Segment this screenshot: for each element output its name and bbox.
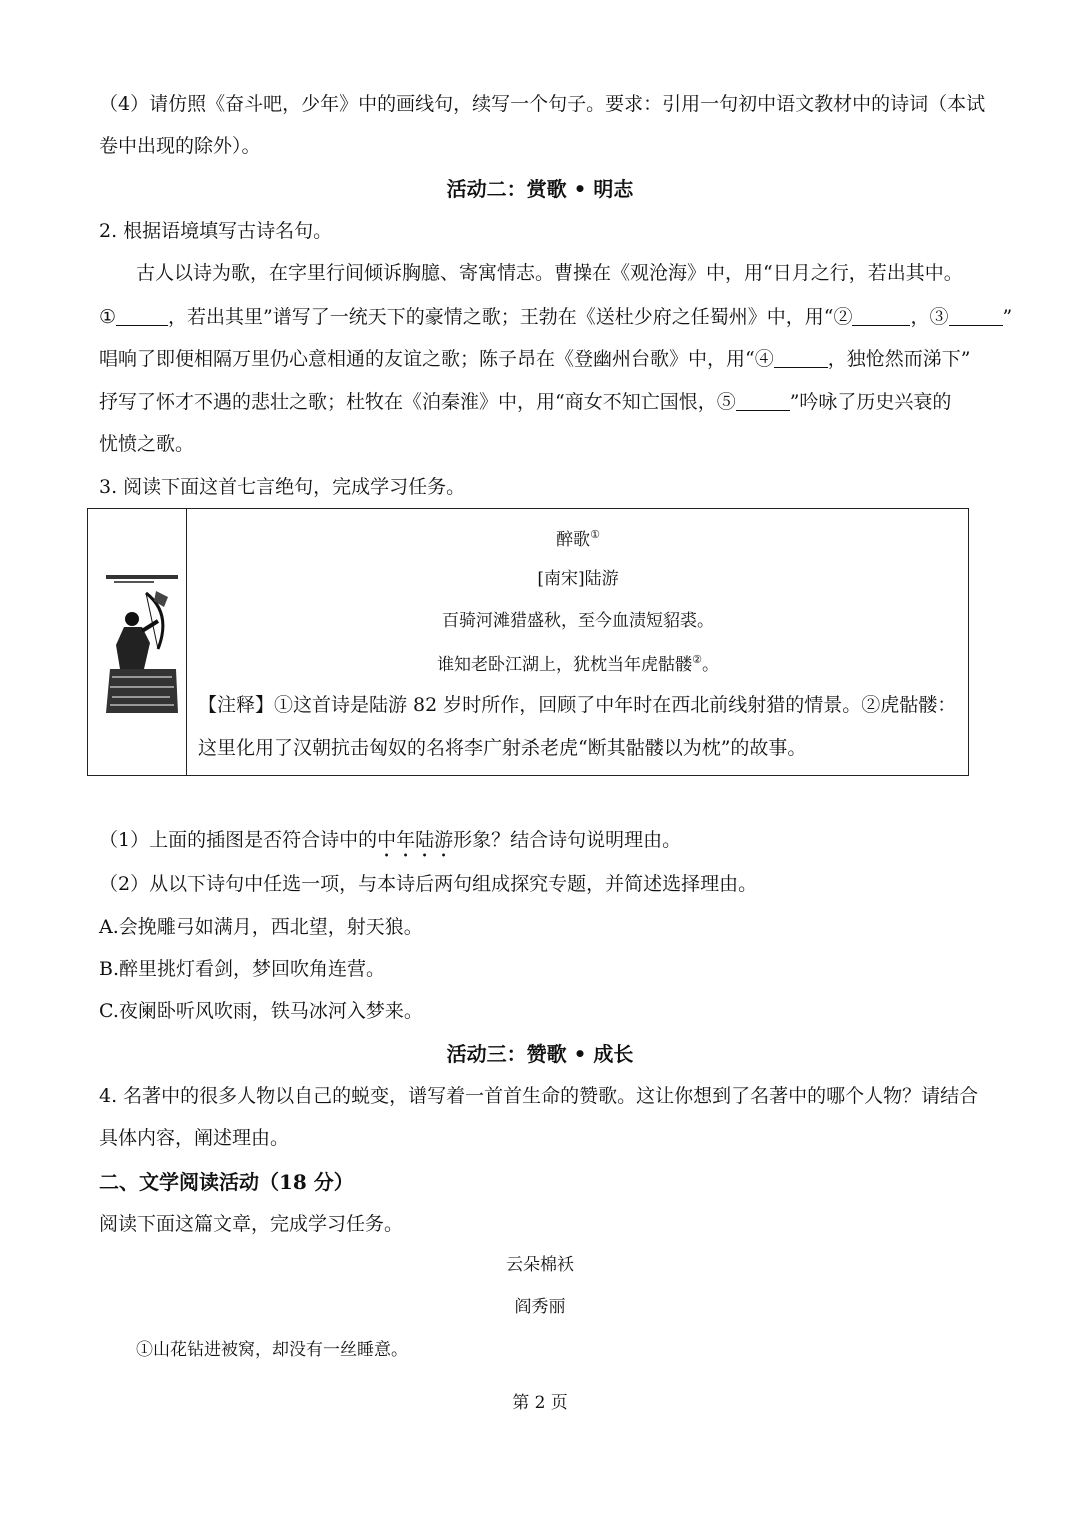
fill-blank-1[interactable] — [116, 307, 168, 326]
footnote-mark: ① — [590, 528, 600, 541]
poem-line1: 百骑河滩猎盛秋，至今血渍短貂裘。 — [442, 611, 714, 631]
article-title: 云朵棉袄 — [506, 1255, 574, 1275]
q3-option-b: B.醉里挑灯看剑，梦回吹角连营。 — [99, 958, 386, 980]
poem-title — [186, 529, 970, 549]
fill-blank-5[interactable] — [736, 392, 790, 411]
text: ” — [1002, 306, 1013, 328]
q2-para-line1: 古人以诗为歌，在字里行间倾诉胸臆、寄寓情志。曹操在《观沧海》中，用“日月之行，若出其中。 — [136, 262, 963, 284]
text: 唱响了即便相隔万里仍心意相通的友谊之歌；陈子昂在《登幽州台歌》中，用“④ — [99, 348, 774, 370]
text: ”吟咏了历史兴衰的 — [789, 391, 952, 413]
q1-4-line1: （4）请仿照《奋斗吧，少年》中的画线句，续写一个句子。要求：引用一句初中语文教材中的诗词（本试 — [99, 93, 986, 115]
q2-stem: 2. 根据语境填写古诗名句。 — [99, 220, 333, 242]
q3-stem: 3. 阅读下面这首七言绝句，完成学习任务。 — [99, 476, 466, 498]
poem-author: [南宋]陆游 — [537, 569, 619, 589]
archer-illustration — [106, 573, 178, 713]
text: 抒写了怀才不遇的悲壮之歌；杜牧在《泊秦淮》中，用“商女不知亡国恨，⑤ — [99, 391, 736, 413]
text: ，③ — [910, 306, 949, 328]
article-para1: ①山花钻进被窝，却没有一丝睡意。 — [136, 1340, 408, 1360]
footnote-mark: ② — [692, 653, 702, 666]
activity2-heading: 活动二：赏歌 • 明志 — [446, 177, 634, 201]
q3-sub2: （2）从以下诗句中任选一项，与本诗后两句组成探究专题，并简述选择理由。 — [99, 873, 758, 895]
q1-4-line2: 卷中出现的除外）。 — [99, 135, 261, 157]
fill-blank-4[interactable] — [774, 349, 828, 368]
poem-box — [87, 508, 969, 776]
fill-blank-2[interactable] — [852, 307, 910, 326]
q3-sub1 — [99, 829, 681, 862]
activity3-heading: 活动三：赞歌 • 成长 — [446, 1042, 634, 1066]
text: ① — [99, 306, 117, 328]
q2-para-line4 — [99, 392, 951, 412]
q2-para-line2 — [99, 307, 1012, 327]
text: 。 — [701, 655, 719, 675]
section2-intro: 阅读下面这篇文章，完成学习任务。 — [99, 1213, 404, 1235]
fill-blank-3[interactable] — [949, 307, 1003, 326]
text: 醉歌 — [556, 530, 591, 550]
q3-option-c: C.夜阑卧听风吹雨，铁马冰河入梦来。 — [99, 1000, 423, 1022]
q4-line1: 4. 名著中的很多人物以自己的蜕变，谱写着一首首生命的赞歌。这让你想到了名著中的哪个人物？请结合 — [99, 1085, 979, 1107]
text: 形象？结合诗句说明理由。 — [453, 829, 682, 851]
q3-option-a: A.会挽雕弓如满月，西北望，射天狼。 — [99, 916, 423, 938]
text: ，若出其里”谱写了一统天下的豪情之歌；王勃在《送杜少府之任蜀州》中，用“② — [168, 306, 853, 328]
text: 谁知老卧江湖上，犹枕当年虎骷髅 — [437, 655, 693, 675]
article-author: 阎秀丽 — [514, 1297, 566, 1317]
q2-para-line5: 忧愤之歌。 — [99, 433, 195, 455]
emphasized-text: 中年陆游 — [377, 829, 454, 851]
poem-line2 — [186, 654, 970, 674]
poem-note2: 这里化用了汉朝抗击匈奴的名将李广射杀老虎“断其骷髅以为枕”的故事。 — [198, 737, 807, 759]
q4-line2: 具体内容，阐述理由。 — [99, 1127, 290, 1149]
section2-title: 二、文学阅读活动（18 分） — [99, 1170, 354, 1194]
page-number: 第 2 页 — [512, 1393, 568, 1413]
text: （1）上面的插图是否符合诗中的 — [99, 829, 378, 851]
q2-para-line3 — [99, 349, 970, 369]
poem-note1: 【注释】①这首诗是陆游 82 岁时所作，回顾了中年时在西北前线射猎的情景。②虎骷髅： — [198, 694, 957, 716]
text: ，独怆然而涕下” — [827, 348, 971, 370]
